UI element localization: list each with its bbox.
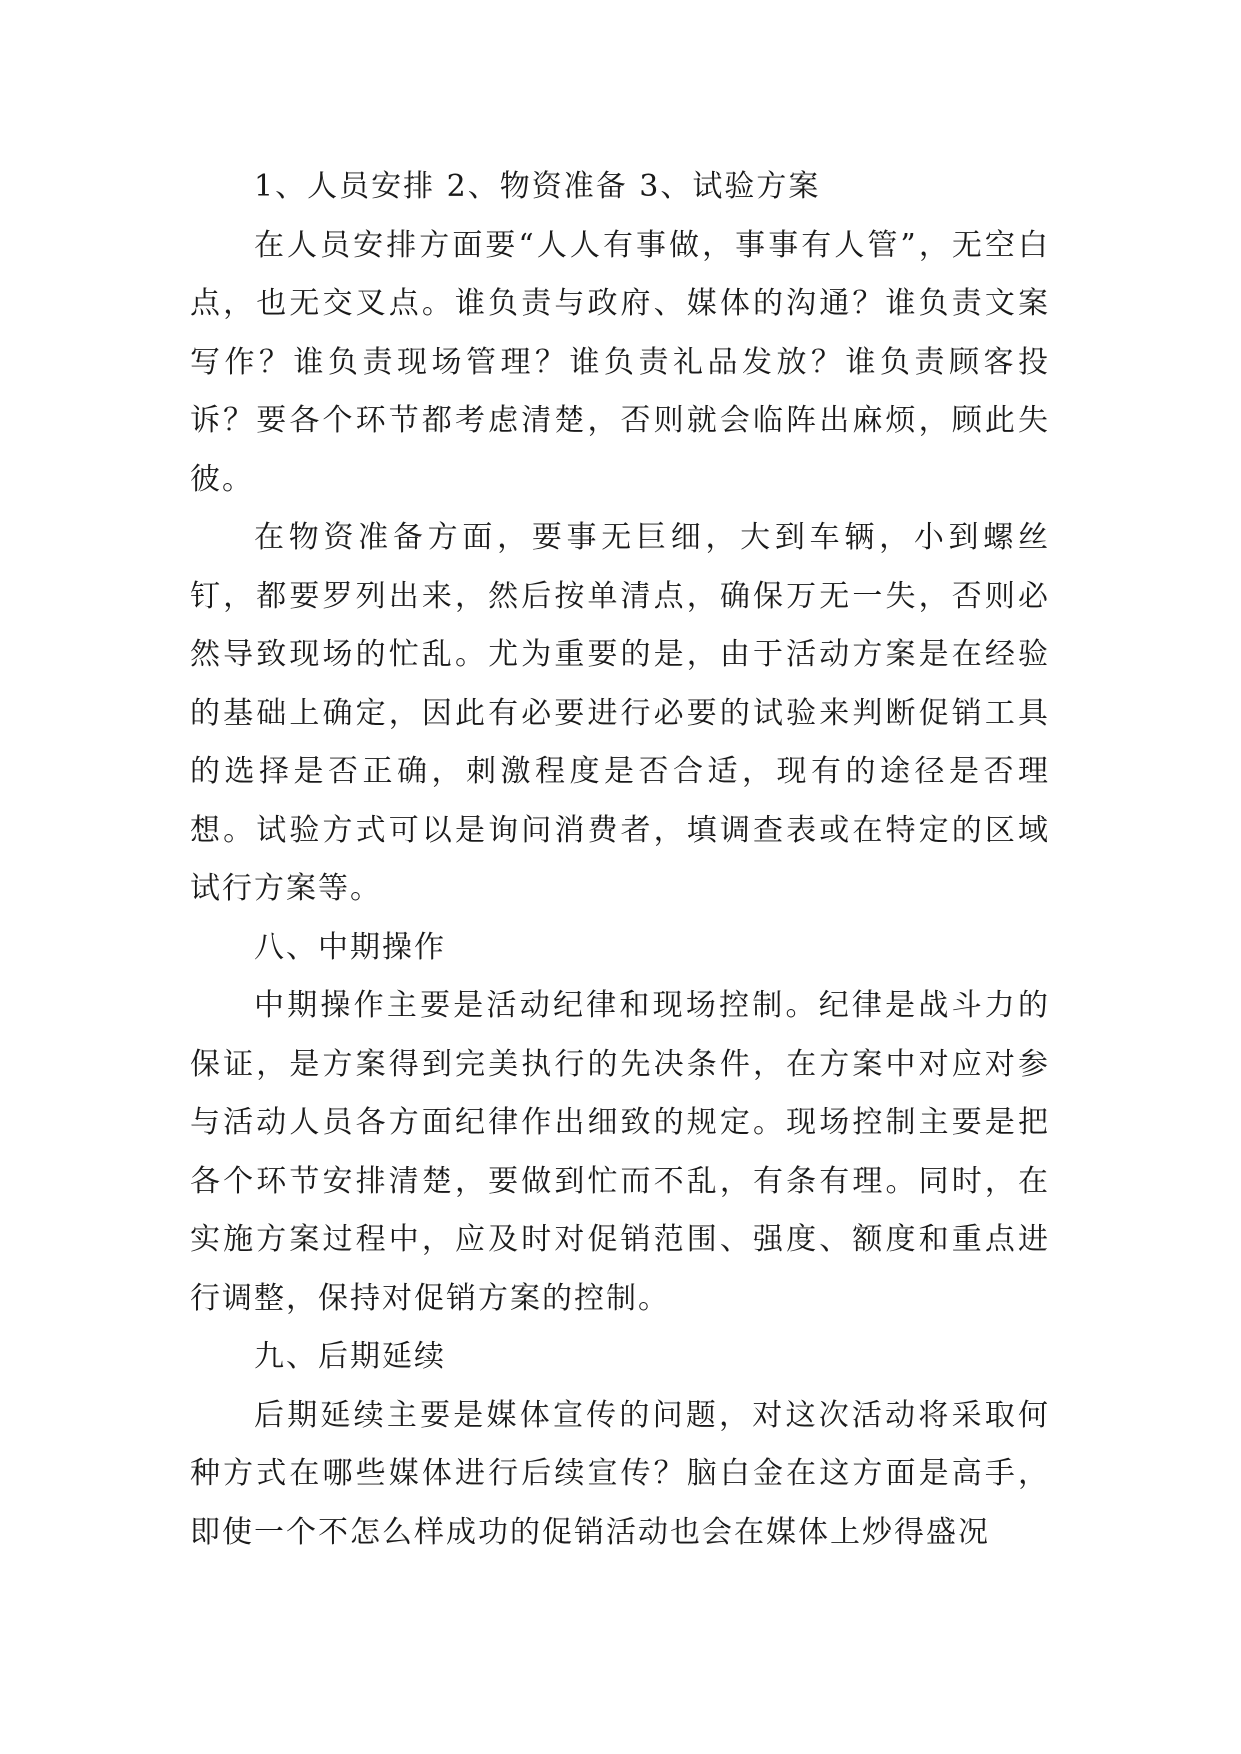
paragraph-follow-up: 后期延续主要是媒体宣传的问题，对这次活动将采取何种方式在哪些媒体进行后续宣传？脑白金在这方面是高手，即使一个不怎么样成功的促销活动也会在媒体上炒得盛况: [190, 1397, 1050, 1550]
paragraph-materials: 在物资准备方面，要事无巨细，大到车辆，小到螺丝钉，都要罗列出来，然后按单清点，确保万无一失，否则必然导致现场的忙乱。尤为重要的是，由于活动方案是在经验的基础上确定，因此有必要进行必要的试验来判断促销工具的选择是否正确，刺激程度是否合适，现有的途径是否理想。试验方式可以是询问消费者，填调查表或在特定的区域试行方案等。: [190, 520, 1050, 906]
paragraph-mid-term: 中期操作主要是活动纪律和现场控制。纪律是战斗力的保证，是方案得到完美执行的先决条件，在方案中对应对参与活动人员各方面纪律作出细致的规定。现场控制主要是把各个环节安排清楚，要做到忙而不乱，有条有理。同时，在实施方案过程中，应及时对促销范围、强度、额度和重点进行调整，保持对促销方案的控制。: [190, 988, 1050, 1316]
paragraph-staffing: 在人员安排方面要“人人有事做，事事有人管”，无空白点，也无交叉点。谁负责与政府、媒体的沟通？谁负责文案写作？谁负责现场管理？谁负责礼品发放？谁负责顾客投诉？要各个环节都考虑清楚，否则就会临阵出麻烦，顾此失彼。: [190, 227, 1050, 497]
section-heading-follow-up: 九、后期延续: [254, 1339, 446, 1374]
section-heading-mid-term: 八、中期操作: [254, 929, 446, 965]
document-body: [190, 158, 1050, 1562]
list-heading-preparations: 1、人员安排 2、物资准备 3、试验方案: [254, 169, 821, 204]
